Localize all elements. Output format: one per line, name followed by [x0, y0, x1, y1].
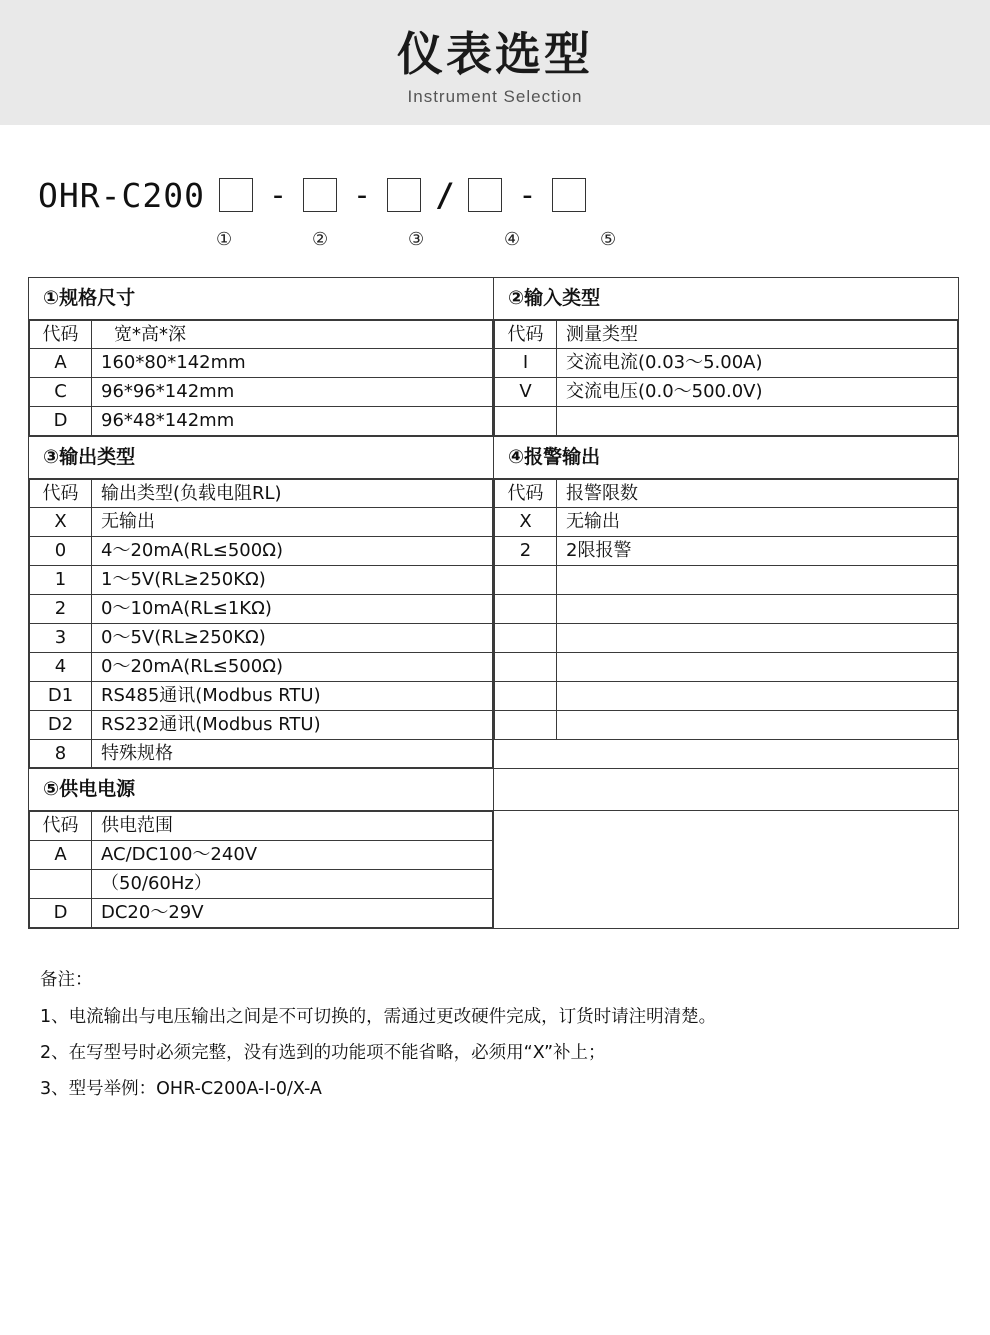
section-body-size — [29, 319, 494, 437]
cell-spacer — [495, 652, 557, 681]
model-slot-1 — [219, 178, 253, 212]
cell-spacer — [495, 681, 557, 710]
cell-code: D1 — [30, 681, 92, 710]
model-code-area — [38, 167, 990, 263]
model-dash-3: - — [518, 177, 537, 213]
col-header-size-desc: 宽*高*深 — [92, 320, 493, 349]
table-row — [30, 681, 493, 710]
cell-desc: RS485通讯(Modbus RTU) — [92, 681, 493, 710]
cell-code: C — [30, 378, 92, 407]
empty-cell-bottom-right — [494, 810, 959, 928]
cell-code: D2 — [30, 710, 92, 739]
table-row — [495, 624, 958, 653]
section-body-alarm — [494, 478, 959, 769]
section-header-input — [494, 278, 959, 320]
table-row — [495, 710, 958, 739]
cell-desc: 96*96*142mm — [92, 378, 493, 407]
table-row — [30, 407, 493, 436]
cell-spacer — [557, 566, 958, 595]
section-title-size: ①规格尺寸 — [43, 287, 136, 309]
cell-spacer — [557, 624, 958, 653]
cell-desc: 4～20mA(RL≤500Ω) — [92, 537, 493, 566]
col-header-alarm-desc: 报警限数 — [557, 479, 958, 508]
notes-title: 备注： — [40, 969, 93, 990]
section-header-power — [29, 769, 494, 811]
cell-code: A — [30, 840, 92, 869]
model-slot-2 — [303, 178, 337, 212]
section-body-power — [29, 810, 494, 928]
cell-code: I — [495, 349, 557, 378]
section-title-power: ⑤供电电源 — [43, 778, 136, 801]
cell-desc: 1～5V(RL≥250KΩ) — [92, 566, 493, 595]
col-header-power-desc: 供电范围 — [92, 811, 493, 840]
section-title-output: ③输出类型 — [43, 446, 136, 469]
note-item-1: 1、电流输出与电压输出之间是不可切换的，需通过更改硬件完成，订货时请注明清楚。 — [40, 1007, 717, 1028]
cell-code: D — [30, 407, 92, 436]
cell-desc: AC/DC100～240V — [92, 840, 493, 869]
table-row — [495, 378, 958, 407]
table-row — [30, 898, 493, 927]
cell-desc: 交流电压(0.0～500.0V) — [557, 378, 958, 407]
model-slot-4 — [468, 178, 502, 212]
section-header-size — [29, 278, 494, 320]
table-row — [30, 378, 493, 407]
section-body-output — [29, 478, 494, 769]
section-body-input — [494, 319, 959, 437]
cell-code — [30, 869, 92, 898]
model-slot-3 — [387, 178, 421, 212]
model-dash-1: - — [268, 177, 288, 213]
section-header-output — [29, 437, 494, 479]
note-item-3: 3、型号举例：OHR-C200A-I-0/X-A — [40, 1079, 322, 1100]
table-row — [495, 537, 958, 566]
cell-desc: 特殊规格 — [92, 739, 493, 768]
cell-spacer — [495, 566, 557, 595]
cell-spacer — [557, 652, 958, 681]
model-index-5: ⑤ — [600, 229, 617, 250]
cell-desc: 0～10mA(RL≤1KΩ) — [92, 595, 493, 624]
model-index-4: ④ — [504, 229, 521, 250]
table-row — [30, 595, 493, 624]
cell-code: 4 — [30, 652, 92, 681]
col-header-power-code: 代码 — [30, 811, 92, 840]
page-header — [0, 0, 990, 125]
model-index-1: ① — [216, 229, 233, 250]
table-row — [495, 407, 958, 436]
table-row — [30, 566, 493, 595]
col-header-input-desc: 测量类型 — [557, 320, 958, 349]
table-row — [495, 508, 958, 537]
cell-code: 8 — [30, 739, 92, 768]
cell-desc: RS232通讯(Modbus RTU) — [92, 710, 493, 739]
table-row — [30, 320, 493, 349]
cell-code: 2 — [30, 595, 92, 624]
cell-desc: 0～5V(RL≥250KΩ) — [92, 624, 493, 653]
table-row — [495, 595, 958, 624]
col-header-output-desc: 输出类型(负载电阻RL) — [92, 479, 493, 508]
section-title-alarm: ④报警输出 — [508, 446, 601, 469]
table-row — [29, 810, 959, 928]
cell-desc: 160*80*142mm — [92, 349, 493, 378]
page-title: 仪表选型 — [397, 27, 593, 82]
cell-spacer — [495, 407, 557, 436]
cell-desc: 无输出 — [92, 508, 493, 537]
cell-spacer — [495, 710, 557, 739]
cell-spacer — [557, 681, 958, 710]
table-row — [29, 769, 959, 811]
model-index-3: ③ — [408, 229, 425, 250]
table-row — [30, 811, 493, 840]
cell-desc: （50/60Hz） — [92, 869, 493, 898]
table-row — [30, 710, 493, 739]
cell-spacer — [557, 595, 958, 624]
cell-desc: 96*48*142mm — [92, 407, 493, 436]
cell-code: X — [30, 508, 92, 537]
table-row — [29, 437, 959, 479]
cell-spacer — [557, 710, 958, 739]
cell-desc: 交流电流(0.03～5.00A) — [557, 349, 958, 378]
table-row — [29, 278, 959, 320]
col-header-output-code: 代码 — [30, 479, 92, 508]
model-slash: / — [435, 176, 455, 214]
cell-desc: 0～20mA(RL≤500Ω) — [92, 652, 493, 681]
cell-code: A — [30, 349, 92, 378]
empty-cell-top-right — [494, 769, 959, 811]
notes-section — [40, 963, 990, 1109]
model-name: OHR-C200 — [38, 175, 205, 215]
table-row — [30, 479, 493, 508]
page-subtitle: Instrument Selection — [407, 86, 583, 106]
cell-spacer — [495, 595, 557, 624]
col-header-alarm-code: 代码 — [495, 479, 557, 508]
cell-code: X — [495, 508, 557, 537]
table-row — [30, 739, 493, 768]
cell-desc: DC20～29V — [92, 898, 493, 927]
table-row — [495, 566, 958, 595]
cell-code: D — [30, 898, 92, 927]
table-row — [495, 681, 958, 710]
table-row — [29, 319, 959, 437]
table-row — [495, 652, 958, 681]
cell-code: 1 — [30, 566, 92, 595]
note-item-2: 2、在写型号时必须完整，没有选到的功能项不能省略，必须用“X”补上； — [40, 1043, 606, 1064]
section-header-alarm — [494, 437, 959, 479]
cell-code: 2 — [495, 537, 557, 566]
table-row — [30, 508, 493, 537]
model-code-row — [38, 167, 990, 223]
cell-code: 0 — [30, 537, 92, 566]
cell-code: V — [495, 378, 557, 407]
cell-code: 3 — [30, 624, 92, 653]
cell-desc: 2限报警 — [557, 537, 958, 566]
model-index-2: ② — [312, 229, 329, 250]
model-slot-5 — [552, 178, 586, 212]
model-index-row — [38, 229, 990, 250]
col-header-size-code: 代码 — [30, 320, 92, 349]
specification-table — [28, 277, 958, 929]
table-row — [30, 624, 493, 653]
col-header-input-code: 代码 — [495, 320, 557, 349]
table-row — [495, 349, 958, 378]
table-row — [30, 349, 493, 378]
table-row — [495, 479, 958, 508]
table-row — [30, 869, 493, 898]
cell-spacer — [495, 624, 557, 653]
cell-desc: 无输出 — [557, 508, 958, 537]
section-title-input: ②输入类型 — [508, 287, 601, 309]
table-row — [30, 840, 493, 869]
table-row — [29, 478, 959, 769]
table-row — [30, 537, 493, 566]
cell-spacer — [557, 407, 958, 436]
table-row — [30, 652, 493, 681]
table-row — [495, 320, 958, 349]
model-dash-2: - — [353, 177, 372, 213]
